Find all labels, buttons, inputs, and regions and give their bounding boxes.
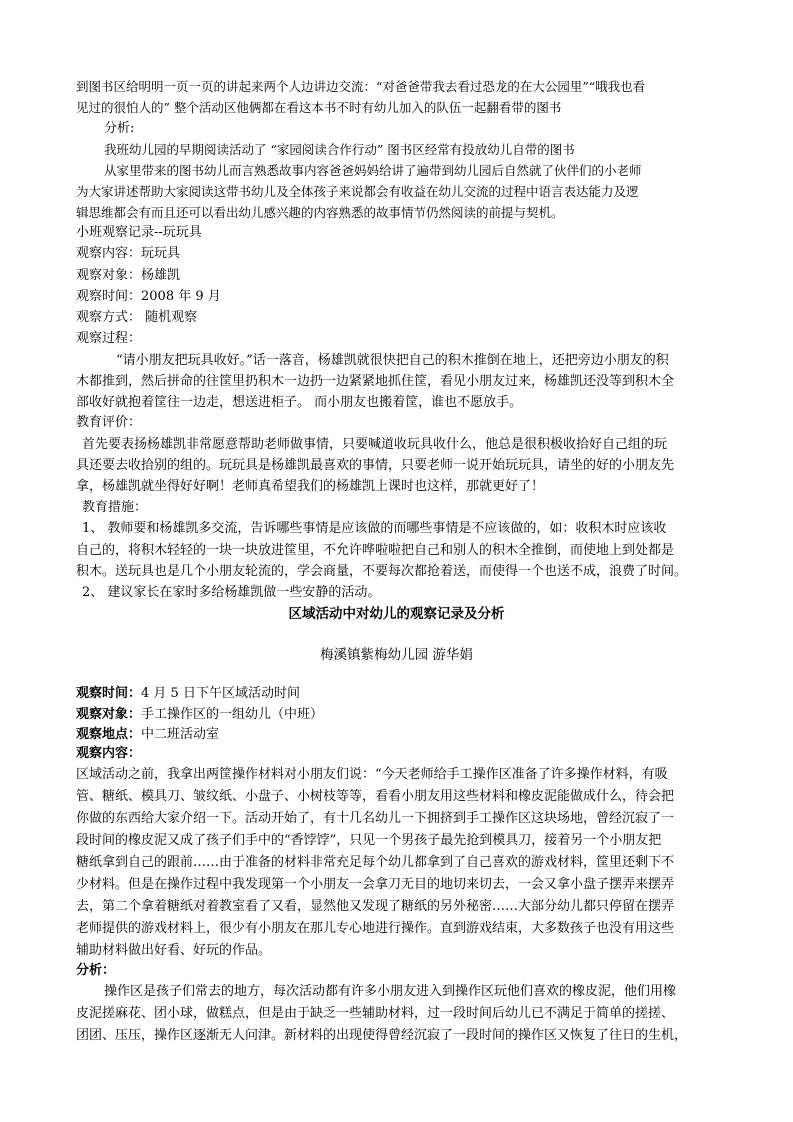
time-value: 4 月 5 日下午区域活动时间 (141, 686, 300, 701)
paragraph-line: 具还要去收拾别的组的。玩玩具是杨雄凯最喜欢的事情，只要老师一说开始玩玩具，请坐的好的小朋友先 (76, 458, 675, 473)
paragraph-line: 团团、压压，操作区逐渐无人问津。新材料的出现使得曾经沉寂了一段时间的操作区又恢复了往日的生机， (76, 1028, 688, 1043)
author-line: 梅溪镇紫梅幼儿园 游华娟 (320, 647, 473, 663)
paragraph-line: 从家里带来的图书幼儿而言熟悉故事内容爸爸妈妈给讲了遍带到幼儿园后自然就了伙伴们的小老师 (104, 163, 642, 178)
paragraph-line: 去，第二个拿着糖纸对着教室看了又看，显然他又发现了糖纸的另外秘密……大部分幼儿都只停留在摆弄 (76, 899, 675, 914)
paragraph-line: 你做的东西给大家介绍一下。活动开始了，有十几名幼儿一下拥挤到手工操作区这块场地，曾经沉寂了一 (76, 811, 675, 826)
field-time: 观察时间：2008 年 9 月 (76, 289, 221, 304)
paragraph-line: 糖纸拿到自己的跟前……由于准备的材料非常充足每个幼儿都拿到了自己喜欢的游戏材料，筐里还剩下不 (76, 855, 675, 870)
paragraph-line: 操作区是孩子们常去的地方，每次活动都有许多小朋友进入到操作区玩他们喜欢的橡皮泥，他们用橡 (104, 984, 677, 999)
paragraph-line: 老师提供的游戏材料上，很少有小朋友在那儿专心地进行操作。直到游戏结束，大多数孩子也没有用这些 (76, 921, 675, 936)
paragraph-line: 皮泥搓麻花、团小球，做糕点，但是由于缺乏一些辅助材料，过一段时间后幼儿已不满足于简单的搓搓、 (76, 1006, 675, 1021)
paragraph-line: 辅助材料做出好看、好玩的作品。 (76, 943, 272, 958)
paragraph-line: 辑思维都会有而且还可以看出幼儿感兴趣的内容熟悉的故事情节仍然阅读的前提与契机。 (76, 205, 564, 220)
measures-label: 教育措施： (82, 500, 148, 515)
field-content: 观察内容：玩玩具 (76, 246, 181, 261)
paragraph-line: 拿，杨雄凯就坐得好好啊！老师真希望我们的杨雄凯上课时也这样，那就更好了！ (76, 479, 545, 494)
paragraph-line: 部收好就抱着筐往一边走，想送进柜子。 而小朋友也搬着筐，谁也不愿放手。 (76, 395, 523, 410)
paragraph-line: 2、 建议家长在家时多给杨雄凯做一些安静的活动。 (82, 585, 381, 600)
paragraph-line: 首先要表扬杨雄凯非常愿意帮助老师做事情，只要喊道收玩具收什么，他总是很积极收拾好自己组的玩 (82, 437, 668, 452)
paragraph-line: 少材料。但是在操作过程中我发现第一个小朋友一会拿刀无目的地切来切去，一会又拿小盘子摆弄来摆弄 (76, 877, 675, 892)
paragraph-line: 管、糖纸、模具刀、皱纹纸、小盘子、小树枝等等，看看小朋友用这些材料和橡皮泥能做成什么，待会把 (76, 789, 675, 804)
paragraph-line: 区域活动之前，我拿出两筐操作材料对小朋友们说：“今天老师给手工操作区准备了许多操作材料，有吸 (76, 767, 668, 782)
paragraph-line: “请小朋友把玩具收好。”话一落音，杨雄凯就很快把自己的积木推倒在地上，还把旁边小朋友的积 (116, 353, 669, 368)
paragraph-line: 我班幼儿园的早期阅读活动了 “家园阅读合作行动” 图书区经常有投放幼儿自带的图书 (104, 142, 575, 157)
object-value: 手工操作区的一组幼儿（中班） (141, 707, 324, 722)
analysis-label: 分析: (104, 121, 135, 136)
field-method: 观察方式： 随机观察 (76, 310, 198, 325)
object-row (76, 704, 323, 726)
content-label: 观察内容： (76, 746, 142, 761)
document-title: 区域活动中对幼儿的观察记录及分析 (288, 606, 505, 622)
paragraph-line: 为大家讲述帮助大家阅读这带书幼儿及全体孩子来说都会有收益在幼儿交流的过程中语言表达能力及逻 (76, 184, 639, 199)
time-label: 观察时间： (76, 686, 142, 701)
field-object: 观察对象：杨雄凯 (76, 268, 181, 283)
eval-label: 教育评价： (76, 415, 142, 430)
paragraph-line: 1、 教师要和杨雄凯多交流，告诉哪些事情是应该做的而哪些事情是不应该做的，如：收积木时应该收 (82, 521, 667, 536)
object-label: 观察对象： (76, 707, 142, 722)
paragraph-line: 段时间的橡皮泥又成了孩子们手中的“香饽饽”，只见一个男孩子最先抢到模具刀，接着另一个小朋友把 (76, 833, 662, 848)
paragraph-line: 自己的，将积木轻轻的一块一块放进筐里，不允许哗啦啦把自己和别人的积木全推倒，而使地上到处都是 (76, 543, 675, 558)
place-label: 观察地点： (76, 727, 142, 742)
paragraph-line: 到图书区给明明一页一页的讲起来两个人边讲边交流：“对爸爸带我去看过恐龙的在大公园里”“哦我也看 (76, 79, 646, 94)
section-title: 小班观察记录--玩玩具 (76, 225, 202, 240)
place-value: 中二班活动室 (141, 727, 220, 742)
process-label: 观察过程： (76, 331, 142, 346)
time-row (76, 683, 300, 705)
paragraph-line: 木都推到，然后拼命的往筐里扔积木一边扔一边紧紧地抓住筐，看见小朋友过来，杨雄凯还没等到积木全 (76, 374, 675, 389)
paragraph-line: 见过的很怕人的” 整个活动区他俩都在看这本书不时有幼儿加入的队伍一起翻看带的图书 (76, 100, 562, 115)
analysis-label: 分析： (76, 963, 116, 978)
paragraph-line: 积木。送玩具也是几个小朋友轮流的，学会商量，不要每次都抢着送，而使得一个也送不成，浪费了时间。 (76, 564, 688, 579)
